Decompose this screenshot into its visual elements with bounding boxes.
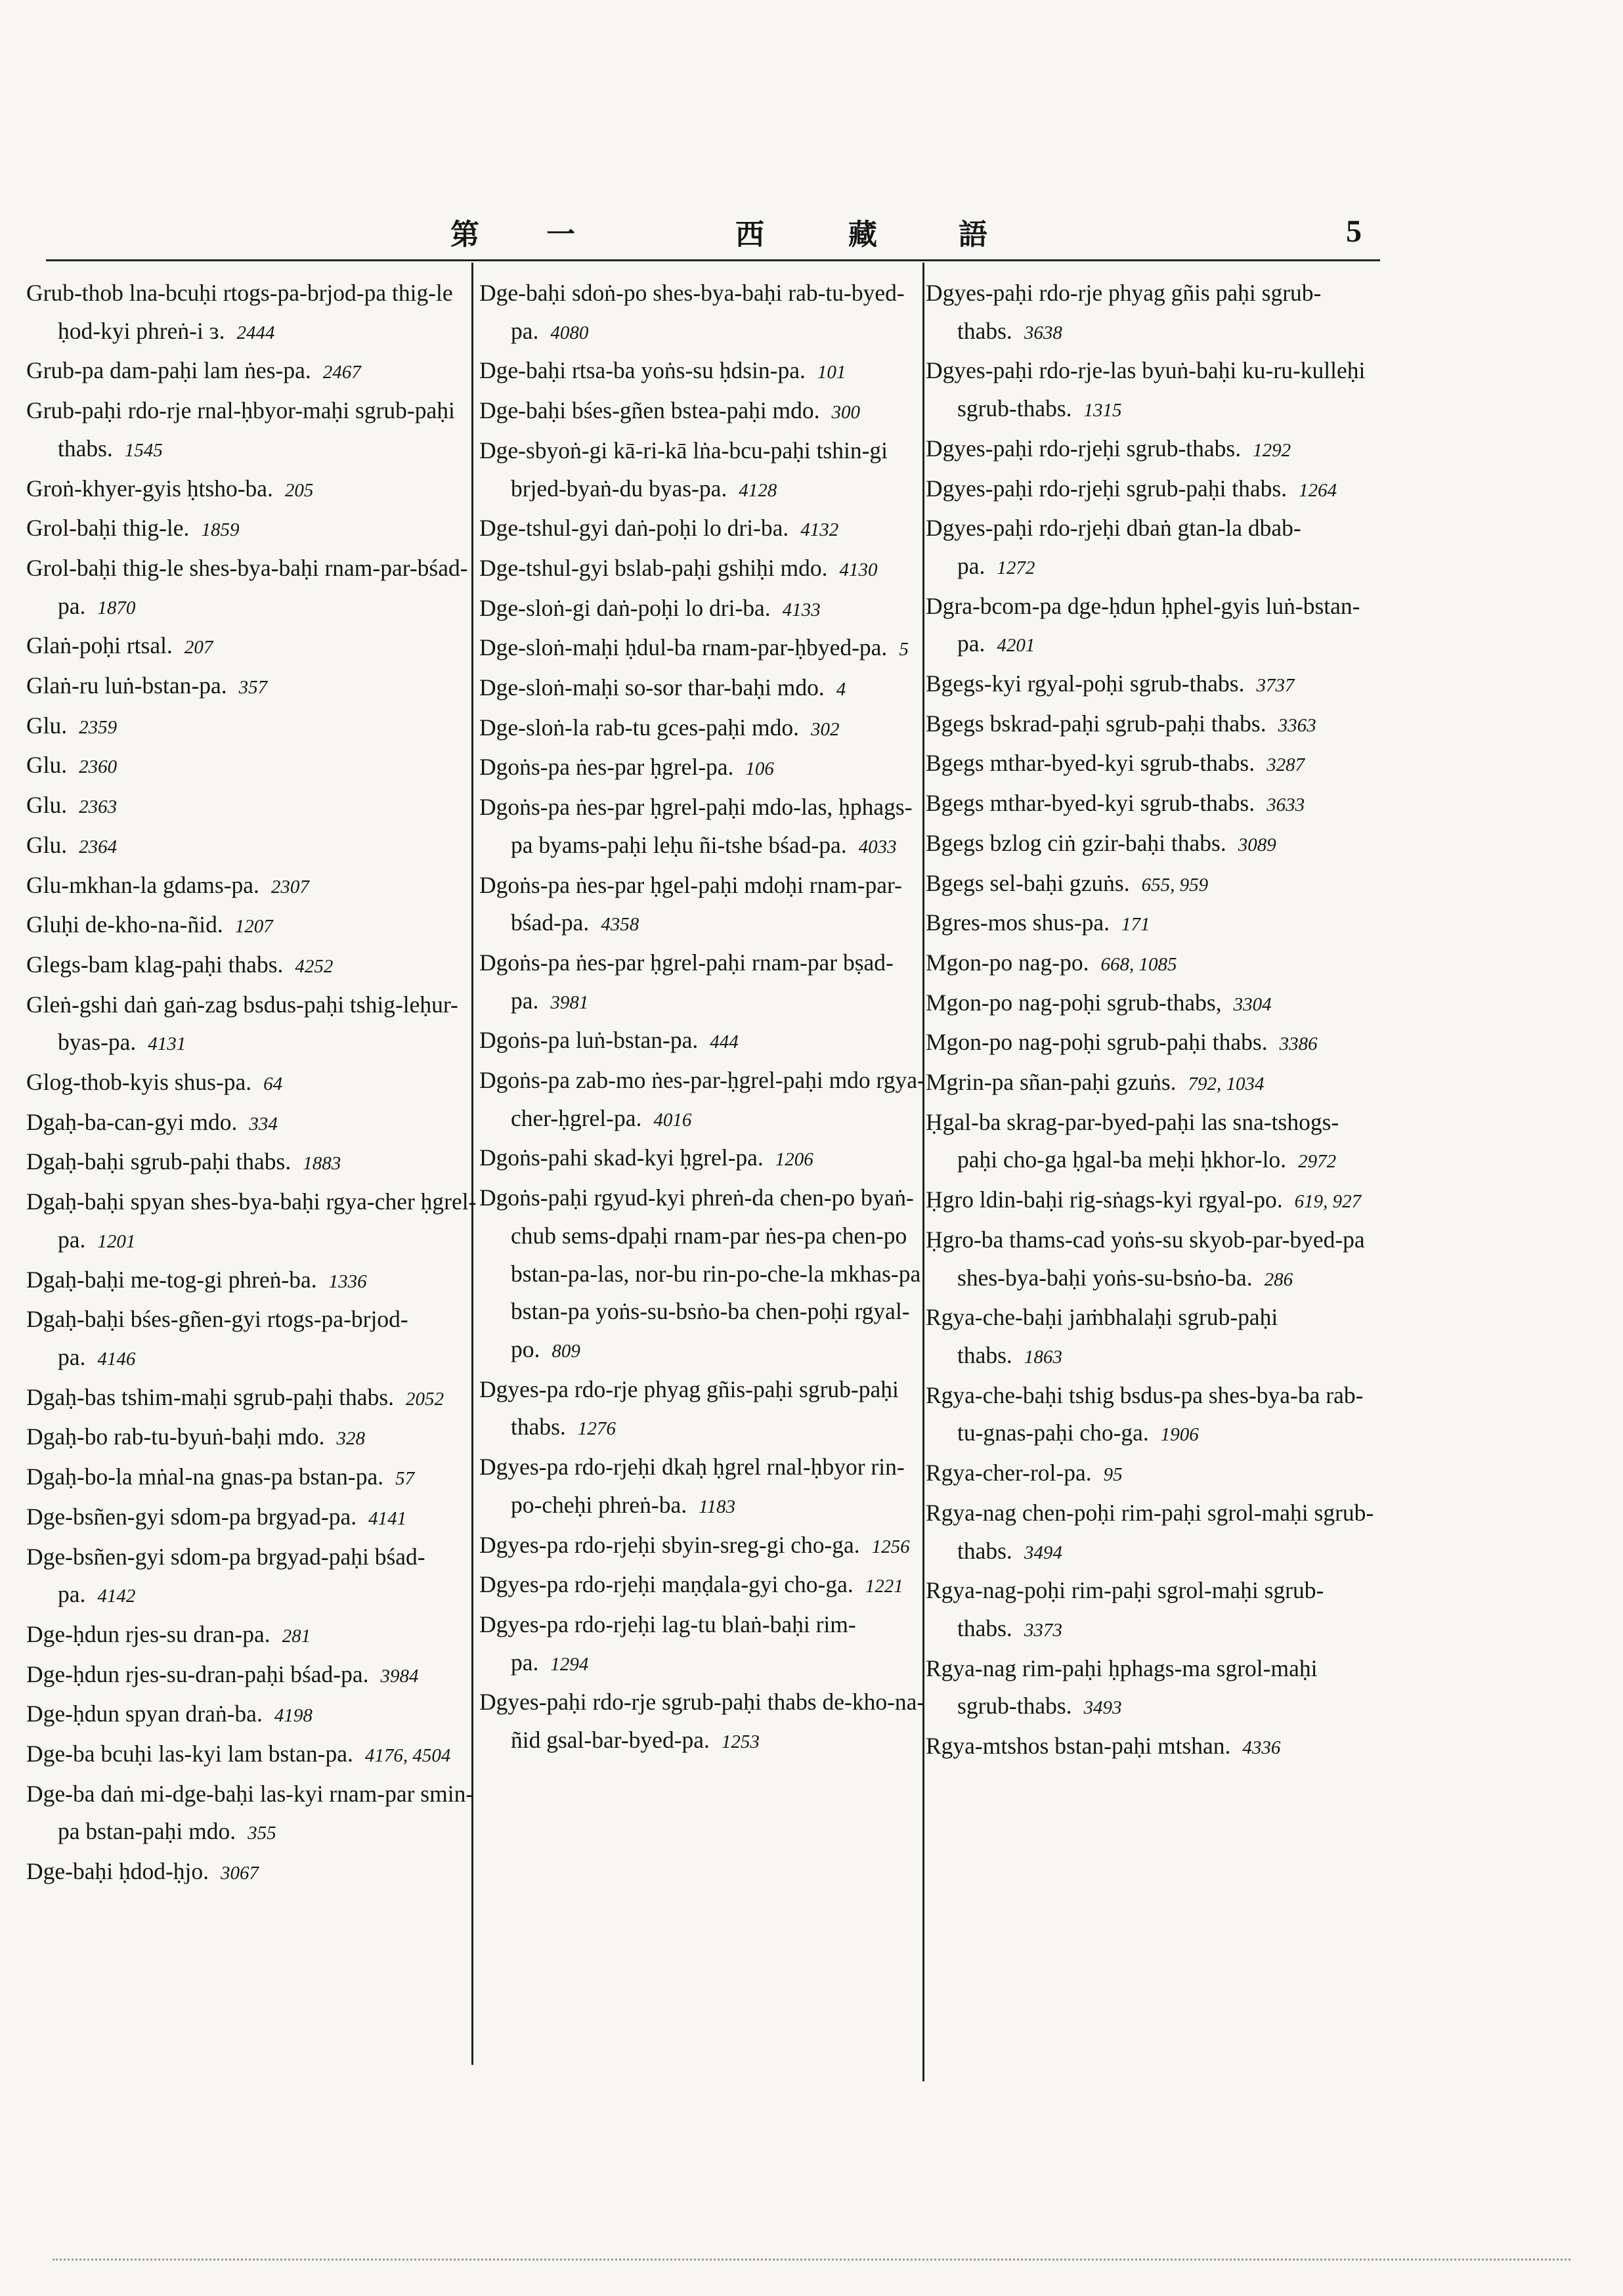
entry-title: Glaṅ-ru luṅ-bstan-pa. xyxy=(26,672,227,699)
index-entry xyxy=(479,1566,932,1606)
entry-reference-number: 171 xyxy=(1121,914,1150,936)
index-entry xyxy=(479,432,932,509)
index-entry xyxy=(26,1379,479,1419)
entry-reference-number: 1863 xyxy=(1024,1346,1062,1368)
index-entry xyxy=(479,1062,932,1139)
index-entry xyxy=(479,669,932,709)
index-entry xyxy=(926,1494,1379,1572)
index-entry xyxy=(26,1616,479,1656)
entry-title: Glu. xyxy=(26,831,68,858)
index-entry xyxy=(479,1527,932,1567)
index-entry xyxy=(926,1221,1379,1299)
entry-title: Dge-ḥdun rjes-su-dran-paḥi bśad-pa. xyxy=(26,1660,369,1687)
entry-reference-number: 64 xyxy=(263,1073,283,1095)
entry-title: Dgaḥ-bo rab-tu-byuṅ-baḥi mdo. xyxy=(26,1423,325,1450)
entry-reference-number: 4130 xyxy=(839,559,878,580)
index-entry xyxy=(926,1572,1379,1649)
entry-reference-number: 4141 xyxy=(368,1507,407,1529)
index-entry xyxy=(926,588,1379,665)
entry-title: Dge-sloṅ-la rab-tu gces-paḥi mdo. xyxy=(479,714,799,741)
entry-reference-number: 792, 1034 xyxy=(1188,1073,1265,1095)
index-entry xyxy=(26,1735,479,1775)
entry-reference-number: 57 xyxy=(395,1468,415,1490)
entry-title: Rgya-che-baḥi tshig bsdus-pa shes-bya-ba rab-tu-gnas-paḥi cho-ga. xyxy=(926,1381,1364,1446)
index-entry xyxy=(26,1261,479,1301)
entry-reference-number: 3089 xyxy=(1238,834,1276,856)
entry-title: Grol-baḥi thig-le. xyxy=(26,515,190,542)
entry-reference-number: 1859 xyxy=(201,519,240,541)
entry-title: Glu. xyxy=(26,752,68,779)
entry-title: Grub-paḥi rdo-rje rnal-ḥbyor-maḥi sgrub-paḥi thabs. xyxy=(26,397,455,462)
index-entry xyxy=(926,1064,1379,1104)
index-entry xyxy=(926,705,1379,745)
entry-title: Bgegs sel-baḥi gzuṅs. xyxy=(926,869,1130,896)
entry-title: Dgyes-pa rdo-rjeḥi lag-tu blaṅ-baḥi rim-pa. xyxy=(479,1611,856,1676)
entry-reference-number: 1883 xyxy=(303,1153,341,1175)
entry-title: Dge-tshul-gyi bslab-paḥi gshiḥi mdo. xyxy=(479,554,828,581)
entry-title: Dge-baḥi sdoṅ-po shes-bya-baḥi rab-tu-byed-pa. xyxy=(479,280,905,344)
entry-title: Rgya-nag chen-poḥi rim-paḥi sgrol-maḥi sgrub-thabs. xyxy=(926,1499,1374,1564)
index-entry xyxy=(26,1064,479,1104)
index-entry xyxy=(926,1377,1379,1454)
entry-reference-number: 4198 xyxy=(274,1705,313,1727)
entry-reference-number: 3633 xyxy=(1266,794,1305,816)
entry-reference-number: 2360 xyxy=(79,756,118,778)
entry-reference-number: 4016 xyxy=(653,1109,692,1131)
index-entry xyxy=(926,745,1379,785)
index-entry xyxy=(26,787,479,827)
entry-reference-number: 1336 xyxy=(328,1270,367,1292)
entry-title: Dgoṅs-pa ṅes-par ḥgrel-paḥi mdo-las, ḥphags-pa byams-paḥi leḥu ñi-tshe bśad-pa. xyxy=(479,794,913,858)
entry-title: Dgoṅs-pa ṅes-par ḥgel-paḥi mdoḥi rnam-par-bśad-pa. xyxy=(479,871,902,936)
entry-reference-number: 3287 xyxy=(1266,754,1305,776)
entry-title: Bgres-mos shus-pa. xyxy=(926,909,1110,936)
entry-title: Dge-sloṅ-maḥi so-sor thar-baḥi mdo. xyxy=(479,674,825,701)
entry-reference-number: 1294 xyxy=(550,1653,589,1675)
index-entry xyxy=(926,1104,1379,1181)
entry-title: Dge-bsñen-gyi sdom-pa brgyad-paḥi bśad-pa. xyxy=(26,1543,425,1608)
entry-title: Glog-thob-kyis shus-pa. xyxy=(26,1069,252,1096)
entry-reference-number: 1183 xyxy=(699,1496,735,1517)
entry-reference-number: 355 xyxy=(248,1823,276,1844)
entry-reference-number: 4131 xyxy=(148,1033,186,1055)
entry-reference-number: 95 xyxy=(1103,1464,1123,1486)
entry-reference-number: 101 xyxy=(817,362,846,383)
entry-title: Ḥgro ldin-baḥi rig-sṅags-kyi rgyal-po. xyxy=(926,1186,1283,1213)
entry-reference-number: 1292 xyxy=(1253,439,1291,461)
entry-reference-number: 1201 xyxy=(97,1230,136,1252)
entry-reference-number: 3981 xyxy=(550,991,589,1013)
entry-title: Dgyes-paḥi rdo-rje-las byuṅ-baḥi ku-ru-kulleḥi sgrub-thabs. xyxy=(926,357,1366,422)
entry-reference-number: 4033 xyxy=(858,836,897,857)
page-number: 5 xyxy=(1346,214,1362,249)
entry-title: Dgyes-paḥi rdo-rjeḥi sgrub-thabs. xyxy=(926,435,1242,462)
entry-title: Mgon-po nag-poḥi sgrub-paḥi thabs. xyxy=(926,1029,1268,1056)
entry-reference-number: 619, 927 xyxy=(1294,1191,1362,1213)
entry-reference-number: 334 xyxy=(249,1113,278,1135)
index-entry xyxy=(926,352,1379,429)
entry-reference-number: 655, 959 xyxy=(1141,874,1209,896)
entry-reference-number: 302 xyxy=(810,718,840,740)
entry-title: Dgaḥ-baḥi spyan shes-bya-baḥi rgya-cher ḥgrel-pa. xyxy=(26,1188,477,1253)
entry-title: Rgya-nag-poḥi rim-paḥi sgrol-maḥi sgrub-thabs. xyxy=(926,1577,1324,1641)
entry-reference-number: 1253 xyxy=(721,1731,760,1753)
entry-reference-number: 4128 xyxy=(739,479,777,501)
entry-reference-number: 1906 xyxy=(1160,1424,1199,1446)
entry-title: Dge-sloṅ-gi daṅ-poḥi lo dri-ba. xyxy=(479,594,771,621)
entry-title: Dge-tshul-gyi daṅ-poḥi lo dri-ba. xyxy=(479,515,789,542)
index-entry xyxy=(926,430,1379,470)
entry-reference-number: 1206 xyxy=(775,1149,813,1171)
index-entry xyxy=(26,509,479,550)
index-entry xyxy=(26,1538,479,1616)
entry-title: Dgoṅs-pa luṅ-bstan-pa. xyxy=(479,1027,699,1054)
entry-reference-number: 281 xyxy=(282,1625,311,1647)
entry-title: Dge-ḥdun spyan draṅ-ba. xyxy=(26,1700,263,1727)
entry-reference-number: 4176, 4504 xyxy=(364,1745,451,1767)
entry-title: Bgegs mthar-byed-kyi sgrub-thabs. xyxy=(926,790,1255,817)
entry-reference-number: 3373 xyxy=(1024,1619,1062,1641)
index-entry xyxy=(479,789,932,866)
index-entry xyxy=(926,274,1379,352)
index-column-2 xyxy=(479,274,932,1762)
index-entry xyxy=(926,825,1379,865)
index-entry xyxy=(26,550,479,627)
index-entry xyxy=(926,984,1379,1024)
index-entry xyxy=(926,1299,1379,1376)
index-entry xyxy=(26,1104,479,1144)
entry-reference-number: 809 xyxy=(552,1340,580,1362)
index-entry xyxy=(479,944,932,1022)
index-entry xyxy=(26,1143,479,1183)
entry-title: Rgya-nag rim-paḥi ḥphags-ma sgrol-maḥi sgrub-thabs. xyxy=(926,1655,1318,1720)
index-entry xyxy=(26,1775,479,1853)
entry-title: Glu-mkhan-la gdams-pa. xyxy=(26,871,259,898)
entry-reference-number: 286 xyxy=(1264,1268,1293,1290)
index-entry xyxy=(26,1458,479,1498)
entry-reference-number: 1256 xyxy=(871,1536,910,1557)
bottom-dotted-edge xyxy=(53,2259,1570,2261)
entry-title: Glaṅ-poḥi rtsal. xyxy=(26,632,173,659)
entry-title: Dge-baḥi bśes-gñen bstea-paḥi mdo. xyxy=(479,397,820,424)
entry-reference-number: 300 xyxy=(831,402,861,423)
entry-title: Dge-baḥi ḥdod-ḥjo. xyxy=(26,1858,209,1885)
entry-reference-number: 4 xyxy=(836,679,846,701)
index-entry xyxy=(26,986,479,1064)
index-entry xyxy=(26,470,479,510)
entry-title: Dgyes-paḥi rdo-rjeḥi sgrub-paḥi thabs. xyxy=(926,475,1288,502)
entry-title: Glegs-bam klag-paḥi thabs. xyxy=(26,951,284,978)
index-entry xyxy=(26,1853,479,1893)
index-entry xyxy=(926,1454,1379,1494)
header-char: 一 xyxy=(546,218,576,251)
entry-title: Glu. xyxy=(26,792,68,819)
entry-title: Mgrin-pa sñan-paḥi gzuṅs. xyxy=(926,1069,1177,1096)
header-char: 第 xyxy=(450,218,481,251)
entry-reference-number: 4132 xyxy=(800,519,839,541)
index-entry xyxy=(26,1498,479,1538)
entry-title: Dgyes-paḥi rdo-rje sgrub-paḥi thabs de-kho-na-ñid gsal-bar-byed-pa. xyxy=(479,1689,925,1754)
header-char: 語 xyxy=(959,218,989,251)
entry-reference-number: 444 xyxy=(710,1031,739,1053)
index-entry xyxy=(26,906,479,946)
entry-title: Gleṅ-gshi daṅ gaṅ-zag bsdus-paḥi tshig-leḥur-byas-pa. xyxy=(26,991,458,1056)
index-entry xyxy=(26,274,479,352)
index-entry xyxy=(479,1179,932,1371)
entry-reference-number: 1315 xyxy=(1083,400,1122,422)
index-entry xyxy=(26,1418,479,1458)
entry-reference-number: 1264 xyxy=(1299,479,1337,501)
page-header xyxy=(46,200,1380,261)
index-entry xyxy=(926,509,1379,587)
entry-reference-number: 3638 xyxy=(1024,322,1062,343)
entry-reference-number: 106 xyxy=(745,758,774,780)
index-entry xyxy=(26,1183,479,1261)
entry-title: Dge-sbyoṅ-gi kā-ri-kā lṅa-bcu-paḥi tshin-gi brjed-byaṅ-du byas-pa. xyxy=(479,437,888,502)
index-column-3 xyxy=(926,274,1379,1767)
index-entry xyxy=(26,827,479,867)
index-entry xyxy=(926,1024,1379,1064)
index-entry xyxy=(479,1683,932,1761)
index-entry xyxy=(26,392,479,469)
entry-reference-number: 3304 xyxy=(1233,993,1272,1015)
entry-reference-number: 1272 xyxy=(997,557,1035,578)
entry-title: Rgya-mtshos bstan-paḥi mtshan. xyxy=(926,1733,1231,1760)
entry-title: Groṅ-khyer-gyis ḥtsho-ba. xyxy=(26,475,273,502)
entry-title: Bgegs bzlog ciṅ gzir-baḥi thabs. xyxy=(926,829,1226,856)
entry-reference-number: 2307 xyxy=(270,876,309,898)
entry-reference-number: 207 xyxy=(184,637,213,659)
index-entry xyxy=(926,665,1379,705)
entry-title: Grub-pa dam-paḥi lam ṅes-pa. xyxy=(26,357,311,384)
entry-title: Rgya-che-baḥi jaṁbhalaḥi sgrub-paḥi thabs. xyxy=(926,1304,1278,1368)
index-entry xyxy=(926,785,1379,825)
index-entry xyxy=(26,1656,479,1696)
index-entry xyxy=(26,1695,479,1735)
entry-reference-number: 4336 xyxy=(1242,1737,1281,1759)
entry-reference-number: 3737 xyxy=(1256,675,1295,697)
entry-title: Dgaḥ-baḥi bśes-gñen-gyi rtogs-pa-brjod-pa. xyxy=(26,1306,408,1370)
index-entry xyxy=(479,629,932,669)
index-entry xyxy=(479,867,932,944)
index-entry xyxy=(926,1181,1379,1221)
index-entry xyxy=(479,1371,932,1448)
index-entry xyxy=(26,946,479,986)
entry-title: Dgoṅs-pahi skad-kyi ḥgrel-pa. xyxy=(479,1144,764,1171)
entry-reference-number: 1276 xyxy=(577,1418,616,1440)
header-char: 藏 xyxy=(848,218,878,251)
entry-reference-number: 1207 xyxy=(234,916,273,938)
entry-title: Dgyes-pa rdo-rjeḥi sbyin-sreg-gi cho-ga. xyxy=(479,1531,860,1558)
entry-title: Dge-bsñen-gyi sdom-pa brgyad-pa. xyxy=(26,1503,357,1530)
entry-reference-number: 2467 xyxy=(322,362,361,383)
entry-reference-number: 357 xyxy=(238,677,268,699)
entry-reference-number: 4358 xyxy=(601,914,639,936)
entry-title: Dgyes-pa rdo-rjeḥi dkaḥ ḥgrel rnal-ḥbyor rin-po-cheḥi phreṅ-ba. xyxy=(479,1454,905,1518)
entry-title: Dgoṅs-pa ṅes-par ḥgrel-paḥi rnam-par bṣad-pa. xyxy=(479,949,894,1014)
index-entry xyxy=(926,944,1379,984)
entry-title: Dgoṅs-paḥi rgyud-kyi phreṅ-da chen-po byaṅ-chub sems-dpaḥi rnam-par ṅes-pa chen-po bstan-pa-las, nor-bu rin-po-che-la mkhas-pa bstan-pa yoṅs-su-bsṅo-ba chen-poḥi rgyal-po. xyxy=(479,1184,921,1362)
index-entry xyxy=(926,1727,1379,1767)
entry-title: Dgyes-paḥi rdo-rjeḥi dbaṅ gtan-la dbab-pa. xyxy=(926,515,1301,579)
entry-reference-number: 668, 1085 xyxy=(1100,953,1177,975)
entry-title: Dgoṅs-pa ṅes-par ḥgrel-pa. xyxy=(479,754,734,781)
entry-title: Grub-thob lna-bcuḥi rtogs-pa-brjod-pa thig-le ḥod-kyi phreṅ-i ɜ. xyxy=(26,280,453,344)
index-entry xyxy=(479,1022,932,1062)
entry-reference-number: 4133 xyxy=(782,599,821,620)
index-entry xyxy=(479,509,932,550)
entry-title: Dgaḥ-baḥi me-tog-gi phreṅ-ba. xyxy=(26,1266,317,1293)
entry-reference-number: 3984 xyxy=(380,1665,419,1687)
entry-title: Mgon-po nag-po. xyxy=(926,949,1089,976)
entry-reference-number: 328 xyxy=(336,1428,365,1450)
entry-title: Bgegs mthar-byed-kyi sgrub-thabs. xyxy=(926,750,1255,777)
entry-reference-number: 4252 xyxy=(295,955,334,977)
entry-title: Gluḥi de-kho-na-ñid. xyxy=(26,911,223,938)
index-entry xyxy=(479,748,932,789)
index-entry xyxy=(926,1650,1379,1727)
entry-reference-number: 3493 xyxy=(1083,1697,1122,1719)
entry-reference-number: 1870 xyxy=(97,597,136,618)
entry-title: Ḥgro-ba thams-cad yoṅs-su skyob-par-byed-pa shes-bya-baḥi yoṅs-su-bsṅo-ba. xyxy=(926,1226,1365,1291)
index-entry xyxy=(479,352,932,392)
entry-title: Dgaḥ-ba-can-gyi mdo. xyxy=(26,1108,238,1135)
entry-reference-number: 4146 xyxy=(97,1348,136,1370)
index-entry xyxy=(479,392,932,432)
entry-reference-number: 4080 xyxy=(550,322,589,343)
entry-title: Rgya-cher-rol-pa. xyxy=(926,1460,1092,1486)
index-entry xyxy=(479,1606,932,1683)
index-entry xyxy=(479,1448,932,1526)
entry-reference-number: 1545 xyxy=(124,439,163,461)
entry-title: Dgaḥ-baḥi sgrub-paḥi thabs. xyxy=(26,1148,292,1175)
entry-title: Glu. xyxy=(26,712,68,739)
entry-title: Mgon-po nag-poḥi sgrub-thabs, xyxy=(926,989,1222,1016)
entry-title: Grol-baḥi thig-le shes-bya-baḥi rnam-par-bśad-pa. xyxy=(26,554,468,619)
entry-reference-number: 2052 xyxy=(406,1388,444,1410)
entry-title: Dge-baḥi rtsa-ba yoṅs-su ḥdsin-pa. xyxy=(479,357,806,384)
index-entry xyxy=(26,627,479,667)
entry-title: Bgegs-kyi rgyal-poḥi sgrub-thabs. xyxy=(926,670,1245,697)
index-entry xyxy=(26,667,479,707)
index-entry xyxy=(479,709,932,749)
entry-reference-number: 4201 xyxy=(997,635,1035,657)
entry-reference-number: 3363 xyxy=(1278,714,1316,736)
entry-reference-number: 3386 xyxy=(1279,1033,1318,1055)
index-entry xyxy=(26,352,479,392)
index-entry xyxy=(26,1301,479,1378)
entry-title: Dgyes-pa rdo-rjeḥi maṇḍala-gyi cho-ga. xyxy=(479,1571,854,1598)
entry-title: Dge-ba bcuḥi las-kyi lam bstan-pa. xyxy=(26,1741,353,1767)
index-entry xyxy=(479,1139,932,1179)
entry-reference-number: 2364 xyxy=(79,836,118,857)
index-entry xyxy=(26,707,479,747)
entry-title: Ḥgal-ba skrag-par-byed-paḥi las sna-tshogs-paḥi cho-ga ḥgal-ba meḥi ḥkhor-lo. xyxy=(926,1108,1339,1173)
entry-title: Dgaḥ-bo-la mṅal-na gnas-pa bstan-pa. xyxy=(26,1463,384,1490)
entry-title: Dge-sloṅ-maḥi ḥdul-ba rnam-par-ḥbyed-pa. xyxy=(479,634,888,661)
header-char: 西 xyxy=(735,218,766,251)
entry-reference-number: 1221 xyxy=(865,1576,903,1597)
entry-title: Dge-ḥdun rjes-su dran-pa. xyxy=(26,1620,270,1647)
entry-reference-number: 4142 xyxy=(97,1586,136,1607)
index-column-1 xyxy=(26,274,479,1893)
entry-title: Dgaḥ-bas tshim-maḥi sgrub-paḥi thabs. xyxy=(26,1383,395,1410)
entry-reference-number: 5 xyxy=(899,639,909,661)
entry-title: Dgyes-pa rdo-rje phyag gñis-paḥi sgrub-paḥi thabs. xyxy=(479,1375,899,1440)
entry-reference-number: 2359 xyxy=(79,716,118,738)
index-entry xyxy=(926,470,1379,510)
entry-reference-number: 205 xyxy=(284,479,314,501)
entry-title: Dgoṅs-pa zab-mo ṅes-par-ḥgrel-paḥi mdo rgya-cher-ḥgrel-pa. xyxy=(479,1067,925,1131)
entry-title: Dgra-bcom-pa dge-ḥdun ḥphel-gyis luṅ-bstan-pa. xyxy=(926,592,1360,657)
entry-title: Bgegs bskrad-paḥi sgrub-paḥi thabs. xyxy=(926,710,1266,737)
index-entry xyxy=(26,747,479,787)
entry-reference-number: 3494 xyxy=(1024,1542,1062,1563)
entry-reference-number: 3067 xyxy=(221,1863,259,1884)
index-entry xyxy=(479,590,932,630)
entry-title: Dgyes-paḥi rdo-rje phyag gñis paḥi sgrub-thabs. xyxy=(926,280,1322,344)
index-entry xyxy=(26,867,479,907)
entry-reference-number: 2363 xyxy=(79,796,118,818)
index-entry xyxy=(926,865,1379,905)
index-entry xyxy=(479,274,932,352)
entry-title: Dge-ba daṅ mi-dge-baḥi las-kyi rnam-par smin-pa bstan-paḥi mdo. xyxy=(26,1780,474,1845)
entry-reference-number: 2444 xyxy=(236,322,275,343)
index-entry xyxy=(479,550,932,590)
index-entry xyxy=(926,904,1379,944)
entry-reference-number: 2972 xyxy=(1298,1151,1337,1173)
